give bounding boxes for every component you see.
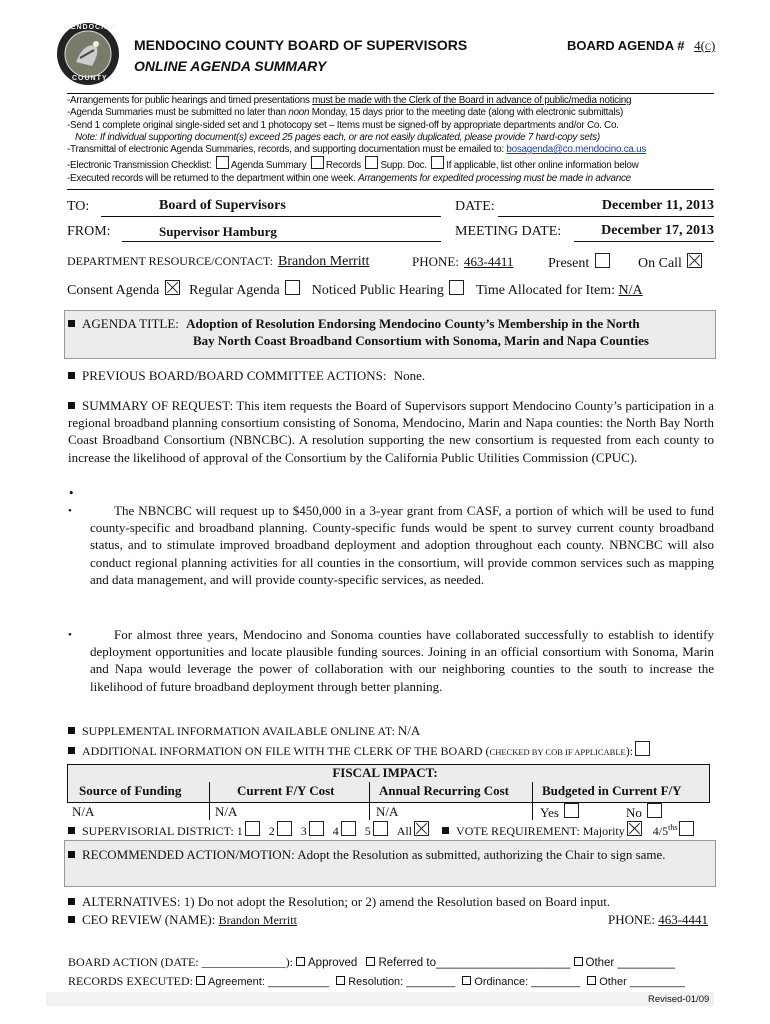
contact-label: DEPARTMENT RESOURCE/CONTACT: — [67, 254, 274, 268]
meeting-date-label: MEETING DATE: — [455, 224, 562, 239]
other-record-checkbox[interactable] — [587, 976, 596, 985]
alternatives: ALTERNATIVES: 1) Do not adopt the Resolution; or 2) amend the Resolution based on Board input. — [68, 894, 610, 910]
present-option: Present — [548, 253, 612, 272]
district-4-checkbox[interactable] — [341, 821, 356, 836]
fiscal-col-annual: Annual Recurring Cost — [379, 783, 510, 798]
four-fifths-checkbox[interactable] — [679, 821, 694, 836]
summary-p2: • The NBNCBC will request up to $450,000 in a 3-year grant from CASF, a portion of which will be used to fund county-specific and broadband planning. County-specific funds would be spent to survey current county broadband status, and to stimulate improved broadband deployment and adoption throughout each county. NBNCBC will also conduct regional planning activities for all counties in the consortium, will provide common services such as mapping and data management, and will provide county-specific services, as needed. — [68, 503, 714, 587]
agenda-title-line2: Bay North Coast Broadband Consortium with Sonoma, Marin and Napa Counties — [193, 333, 649, 348]
approved-checkbox[interactable] — [296, 957, 305, 966]
ceo-review: CEO REVIEW (NAME): Brandon Merritt — [68, 912, 297, 928]
instruction-line: -Electronic Transmission Checklist: Agenda Summary Records Supp. Doc. If applicable, list other online information below — [67, 156, 717, 172]
summary-p1: SUMMARY OF REQUEST: This item requests the Board of Supervisors support Mendocino County’s participation in a regional broadband planning consortium consisting of Sonoma, Mendocino, Marin and Napa counties: the North Bay North Coast Broadband Consortium (NBNCBC). A resolution supporting the new consortium is requested from each county to increase the likelihood of approval of the Consortium by the California Public Utilities Commission (CPUC). — [68, 398, 714, 465]
agenda-number-value: 4(c) — [694, 38, 716, 53]
from-field[interactable]: Supervisor Hamburg — [122, 222, 441, 242]
district-2-checkbox[interactable] — [277, 821, 292, 836]
regular-agenda-checkbox[interactable] — [285, 280, 300, 295]
ceo-phone: PHONE: 463-4441 — [608, 912, 709, 927]
bullet-square-icon — [68, 320, 75, 327]
noticed-hearing-checkbox[interactable] — [449, 280, 464, 295]
ceo-name[interactable]: Brandon Merritt — [218, 913, 297, 927]
phone-label: PHONE: — [412, 254, 459, 269]
page-title: MENDOCINO COUNTY BOARD OF SUPERVISORS — [134, 37, 468, 53]
oncall-option: On Call — [638, 253, 704, 272]
budgeted-yes-checkbox[interactable] — [564, 803, 579, 818]
date-field[interactable]: December 11, 2013 — [498, 197, 714, 217]
instruction-line: -Transmittal of electronic Agenda Summaries, records, and supporting documentation must be emailed to: bosagenda@co.mendocino.ca.us — [67, 144, 647, 156]
records-checkbox[interactable] — [311, 156, 324, 169]
online-info-checkbox[interactable] — [431, 156, 444, 169]
budgeted-no-checkbox[interactable] — [647, 803, 662, 818]
majority-checkbox[interactable] — [627, 821, 642, 836]
fiscal-value-annual: N/A — [376, 804, 399, 819]
page-subtitle: ONLINE AGENDA SUMMARY — [134, 58, 327, 74]
budgeted-no: No — [626, 803, 664, 821]
fiscal-col-budgeted: Budgeted in Current F/Y — [542, 783, 682, 798]
fiscal-col-current: Current F/Y Cost — [237, 783, 335, 798]
consent-agenda-checkbox[interactable] — [165, 280, 180, 295]
additional-info: ADDITIONAL INFORMATION ON FILE WITH THE CLERK OF THE BOARD (CHECKED BY COB IF APPLICABLE): — [68, 741, 652, 759]
meeting-date-field[interactable]: December 17, 2013 — [574, 222, 714, 242]
agenda-number-label — [567, 38, 715, 54]
from-label: FROM: — [67, 224, 111, 239]
district-1-checkbox[interactable] — [245, 821, 260, 836]
budgeted-yes: Yes — [540, 803, 581, 821]
cob-checkbox[interactable] — [635, 741, 650, 756]
to-field[interactable]: Board of Supervisors — [101, 197, 441, 217]
bullet-square-icon — [68, 747, 75, 754]
agenda-title: AGENDA TITLE: Adoption of Resolution Endorsing Mendocino County’s Membership in the North — [68, 316, 640, 332]
agenda-label: BOARD AGENDA # — [567, 38, 685, 53]
instruction-line: -Executed records will be returned to the department within one week. Arrangements for expedited processing must be made in advance — [67, 172, 631, 184]
seal-bottom-text: COUNTY — [72, 75, 108, 82]
fiscal-col-line — [532, 782, 533, 820]
fiscal-col-line — [369, 782, 370, 820]
bullet-square-icon — [68, 402, 75, 409]
district-all-checkbox[interactable] — [414, 821, 429, 836]
revised-date: Revised-01/09 — [648, 994, 710, 1005]
fiscal-value-source: N/A — [72, 804, 95, 819]
to-label: TO: — [67, 199, 90, 214]
fiscal-col-line — [209, 782, 210, 820]
bullet-dot: • — [68, 505, 72, 517]
supervisorial-district-row: SUPERVISORIAL DISTRICT: 1 2 3 4 5 All VOTE REQUIREMENT: Majority $4/5^{ths}$ — [68, 821, 696, 839]
instruction-line: -Send 1 complete original single-sided set and 1 photocopy set – Items must be signed-off by appropriate departments and/or Co. Co. — [67, 119, 619, 131]
district-5-checkbox[interactable] — [373, 821, 388, 836]
county-seal — [56, 22, 120, 86]
blank-bullet: • — [68, 487, 75, 500]
summary-p3: • For almost three years, Mendocino and Sonoma counties have collaborated successfully to establish to identify deployment opportunities and locate plausible funding sources. Joining in an official consortium with Sonoma, Marin and Napa would leverage the power of collaboration with our neighboring counties to the south to increase the likelihood of future broadband deployment through better planning. — [68, 627, 714, 694]
fiscal-title: FISCAL IMPACT: — [332, 765, 438, 780]
header-rule — [67, 93, 714, 94]
resolution-checkbox[interactable] — [336, 976, 345, 985]
previous-actions: PREVIOUS BOARD/BOARD COMMITTEE ACTIONS: None. — [68, 368, 425, 384]
fiscal-col-source: Source of Funding — [79, 783, 182, 798]
other-action-checkbox[interactable] — [574, 957, 583, 966]
agenda-type-row: Consent Agenda Regular Agenda Noticed Public Hearing Time Allocated for Item: N/A — [67, 280, 643, 299]
agreement-checkbox[interactable] — [196, 976, 205, 985]
instructions-block — [67, 95, 717, 185]
date-label: DATE: — [455, 199, 495, 214]
phone-value[interactable]: 463-4411 — [464, 254, 514, 269]
supp-doc-checkbox[interactable] — [365, 156, 378, 169]
bullet-square-icon — [68, 372, 75, 379]
district-3-checkbox[interactable] — [309, 821, 324, 836]
instruction-line: -Agenda Summaries must be submitted no later than noon Monday, 15 days prior to the meeting date (along with electronic submittals) — [67, 107, 624, 119]
ordinance-checkbox[interactable] — [462, 976, 471, 985]
board-action-row: BOARD ACTION (DATE: ______________): Approved Referred to_____________________ Other _________ — [68, 955, 676, 969]
fiscal-divider — [67, 802, 710, 803]
contact-value[interactable]: Brandon Merritt — [278, 254, 370, 269]
seal-top-text: MENDOCINO — [64, 24, 117, 31]
footer-bar — [46, 992, 714, 1006]
referred-checkbox[interactable] — [366, 957, 375, 966]
supplemental-info: SUPPLEMENTAL INFORMATION AVAILABLE ONLINE AT: N/A — [68, 723, 420, 739]
bullet-square-icon — [68, 851, 75, 858]
agenda-summary-checkbox[interactable] — [216, 156, 229, 169]
bullet-dot: • — [68, 629, 72, 641]
email-link[interactable]: bosagenda@co.mendocino.ca.us — [506, 144, 647, 156]
oncall-checkbox[interactable] — [687, 253, 702, 268]
bullet-square-icon — [68, 916, 75, 923]
bullet-square-icon — [68, 898, 75, 905]
instruction-line: Note: If individual supporting document(s) exceed 25 pages each, or are not easily duplicated, please provide 7 hard-copy sets) — [75, 131, 600, 143]
bullet-square-icon — [68, 827, 75, 834]
present-checkbox[interactable] — [595, 253, 610, 268]
records-executed-row: RECORDS EXECUTED: Agreement: __________ Resolution: ________ Ordinance: ________ Other _________ — [68, 974, 685, 988]
instruction-line: -Arrangements for public hearings and timed presentations must be made with the Clerk of the Board in advance of public/media noticing — [67, 95, 632, 106]
bullet-square-icon — [442, 827, 449, 834]
fiscal-value-current: N/A — [215, 804, 238, 819]
recommended-action: RECOMMENDED ACTION/MOTION: Adopt the Resolution as submitted, authorizing the Chair to sign same. — [68, 846, 710, 863]
bullet-square-icon — [68, 727, 75, 734]
instructions-rule — [67, 189, 714, 190]
